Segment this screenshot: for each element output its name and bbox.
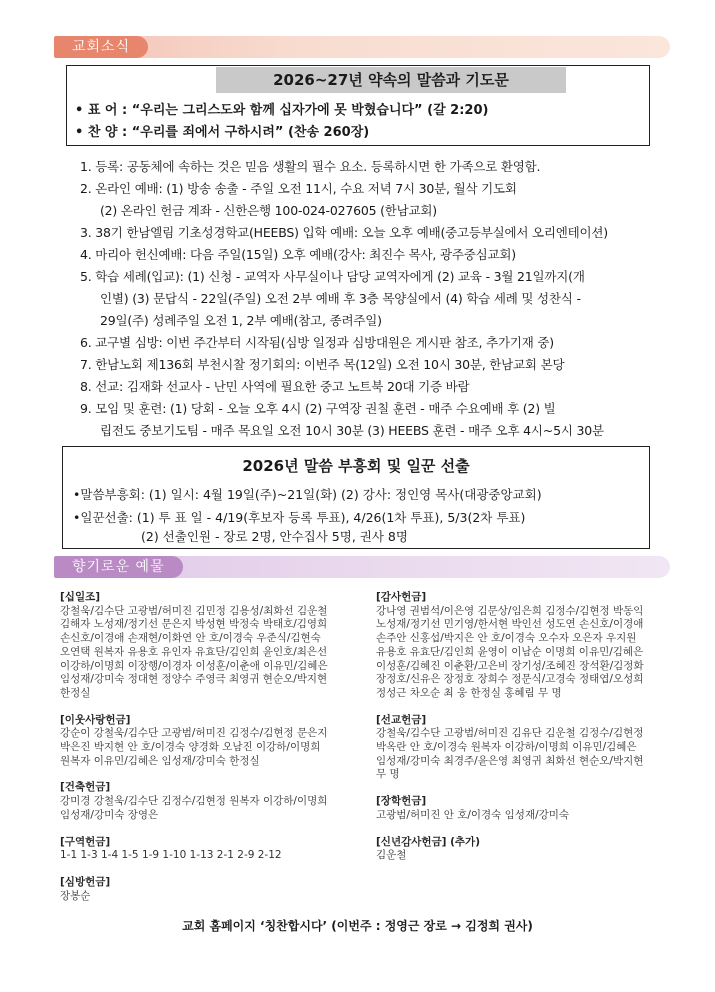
news-line: 립전도 중보기도팀 - 매주 목요일 오전 10시 30분 (3) HEEBS 훈련 - 매주 오후 4시~5시 30분: [100, 423, 604, 438]
offering-group-names: 강순이 강철욱/김수단 고광범/허미진 김정수/김현정 문은지 박은진 박지현 안 호/이경숙 양경화 오남진 이강하/이명희 원복자 이유민/김혜은 임성재/강미숙 한정실: [60, 727, 328, 767]
offering-group-names: 강철욱/김수단 고광범/허미진 김유단 김운철 김정수/김현정 박옥란 안 호/이경숙 원복자 이강하/이명희 이유민/김혜은 임성재/강미숙 최경주/윤은영 최영귀 최화선 현순오/박지현 무 명: [376, 727, 644, 781]
offering-group-names: 장봉순: [60, 889, 91, 902]
news-line: 7. 한남노회 제136회 부천시찰 정기회의: 이번주 목(12일) 오전 10시 30분, 한남교회 본당: [80, 357, 565, 372]
news-line: 인별) (3) 문답식 - 22일(주일) 오전 2부 예배 후 3층 목양실에서 (4) 학습 세례 및 성찬식 -: [100, 291, 581, 306]
offering-group-names: 고광범/허미진 안 호/이경숙 임성재/강미숙: [376, 808, 570, 821]
offering-group-title: [장학헌금]: [376, 795, 427, 808]
news-line: 2. 온라인 예배: (1) 방송 송출 - 주일 오전 11시, 수요 저녁 7시 30분, 월삭 기도회: [80, 181, 517, 196]
offering-group: [60, 781, 360, 822]
news-line: 29일(주) 성례주일 오전 1, 2부 예배(참고, 종려주일): [100, 313, 382, 328]
offerings-left-column: [60, 591, 360, 916]
news-item: [60, 156, 660, 178]
revival-info: •말씀부흥회: (1) 일시: 4월 19일(주)~21일(화) (2) 강사: 정인영 목사(대광중앙교회): [73, 487, 542, 502]
news-item: [60, 244, 660, 266]
offering-group-title: [심방헌금]: [60, 875, 111, 888]
revival-title: 2026년 말씀 부흥회 및 일꾼 선출: [242, 457, 470, 475]
offering-group-title: [건축헌금]: [60, 781, 111, 794]
offering-group-names: 강미경 강철욱/김수단 김정수/김현정 원복자 이강하/이명희 임성재/강미숙 장영은: [60, 795, 328, 821]
offering-group-names: 1-1 1-3 1-4 1-5 1-9 1-10 1-13 2-1 2-9 2-12: [60, 849, 282, 862]
verse-hymn: • 찬 양 : “우리를 죄에서 구하시려” (찬송 260장): [75, 125, 370, 140]
news-line: (2) 온라인 헌금 계좌 - 신한은행 100-024-027605 (한남교회): [100, 203, 437, 218]
news-line: 4. 마리아 헌신예배: 다음 주일(15일) 오후 예배(강사: 최진수 목사, 광주중심교회): [80, 247, 516, 262]
section-title: 교회소식: [54, 36, 148, 58]
offering-group-title: [십일조]: [60, 591, 101, 603]
offering-group-names: 김운철: [376, 849, 407, 862]
news-item: [60, 354, 660, 376]
offering-group: [376, 795, 676, 822]
news-item: [60, 222, 660, 244]
offering-group-title: [선교헌금]: [376, 713, 427, 726]
section-title: 향기로운 예물: [54, 556, 183, 578]
news-line: 8. 선교: 김재화 선교사 - 난민 사역에 필요한 중고 노트북 20대 기증 바람: [80, 379, 470, 394]
offering-group-names: 강나영 권범석/이은영 김문상/임은희 김정수/김현정 박동익 노성재/정기선 민기영/한서현 박인선 성도연 손신호/이경애 손주안 신홍섭/박지은 안 호/이경숙 오수자 오은자 우지원 유용호 유효단/김인희 윤영이 이남순 이명희 이유민/김혜은 이성훈/김혜진 이춘환/고은비 장기성/조혜진 장석환/김정화 장정호/신유은 장정호 장희수 정문식/고경숙 정태엽/오성희 정성근 차오순 최 웅 한정실 홍혜림 무 명: [376, 604, 644, 699]
news-item: [60, 376, 660, 398]
news-item: [60, 266, 660, 332]
verse-motto: • 표 어 : “우리는 그리스도와 함께 십자가에 못 박혔습니다” (갈 2:20): [75, 103, 489, 118]
revival-box: [62, 446, 650, 549]
section-header-offerings: [54, 556, 670, 578]
election-count: (2) 선출인원 - 장로 2명, 안수집사 5명, 권사 8명: [141, 529, 408, 544]
offering-group-title: [감사헌금]: [376, 591, 427, 603]
offering-group: [60, 714, 360, 769]
election-info: •일꾼선출: (1) 투 표 일 - 4/19(후보자 등록 투표), 4/26(1차 투표), 5/3(2차 투표): [73, 510, 526, 525]
verse-box: [66, 65, 650, 146]
offering-group: [376, 591, 676, 701]
offering-group-title: [이웃사랑헌금]: [60, 713, 131, 726]
news-list: [60, 156, 660, 442]
offering-group-title: [신년감사헌금] (추가): [376, 835, 480, 848]
news-item: [60, 178, 660, 222]
offering-group: [60, 591, 360, 701]
offerings-right-column: [376, 591, 676, 876]
offering-group: [376, 836, 676, 863]
offering-group: [60, 836, 360, 863]
news-line: 1. 등록: 공동체에 속하는 것은 믿음 생활의 필수 요소. 등록하시면 한 가족으로 환영함.: [80, 159, 541, 174]
news-line: 6. 교구별 심방: 이번 주간부터 시작됨(심방 일정과 심방대원은 게시판 참조, 추가기재 중): [80, 335, 554, 350]
offering-group: [60, 876, 360, 903]
news-line: 3. 38기 한남엘림 기초성경학교(HEEBS) 입학 예배: 오늘 오후 예배(중고등부실에서 오리엔테이션): [80, 225, 608, 240]
news-item: [60, 332, 660, 354]
offering-group: [376, 714, 676, 783]
footer-praise-note: 교회 홈페이지 ‘칭찬합시다’ (이번주 : 정영근 장로 → 김정희 권사): [182, 919, 533, 933]
news-item: [60, 398, 660, 442]
offering-group-title: [구역헌금]: [60, 835, 111, 848]
verse-title: 2026~27년 약속의 말씀과 기도문: [216, 67, 566, 93]
section-header-church-news: [54, 36, 670, 58]
news-line: 9. 모임 및 훈련: (1) 당회 - 오늘 오후 4시 (2) 구역장 권칠 훈련 - 매주 수요예배 후 (2) 빌: [80, 401, 556, 416]
news-line: 5. 학습 세례(입교): (1) 신청 - 교역자 사무실이나 담당 교역자에게 (2) 교육 - 3월 21일까지(개: [80, 269, 585, 284]
offering-group-names: 강철욱/김수단 고광범/허미진 김민정 김용성/최화선 김운철 김해자 노성재/정기선 문은지 박성현 박정숙 박태호/김영희 손신호/이경애 손재현/이화연 안 호/이경숙 우준식/김현숙 오연택 원복자 유용호 유인자 유효단/김인희 윤인호/최은선 이강하/이명희 이장행/이경자 이성훈/이춘애 이유민/김혜은 임성재/강미숙 정대현 정양수 주영극 최영귀 현순오/박지현 한정실: [60, 604, 328, 699]
